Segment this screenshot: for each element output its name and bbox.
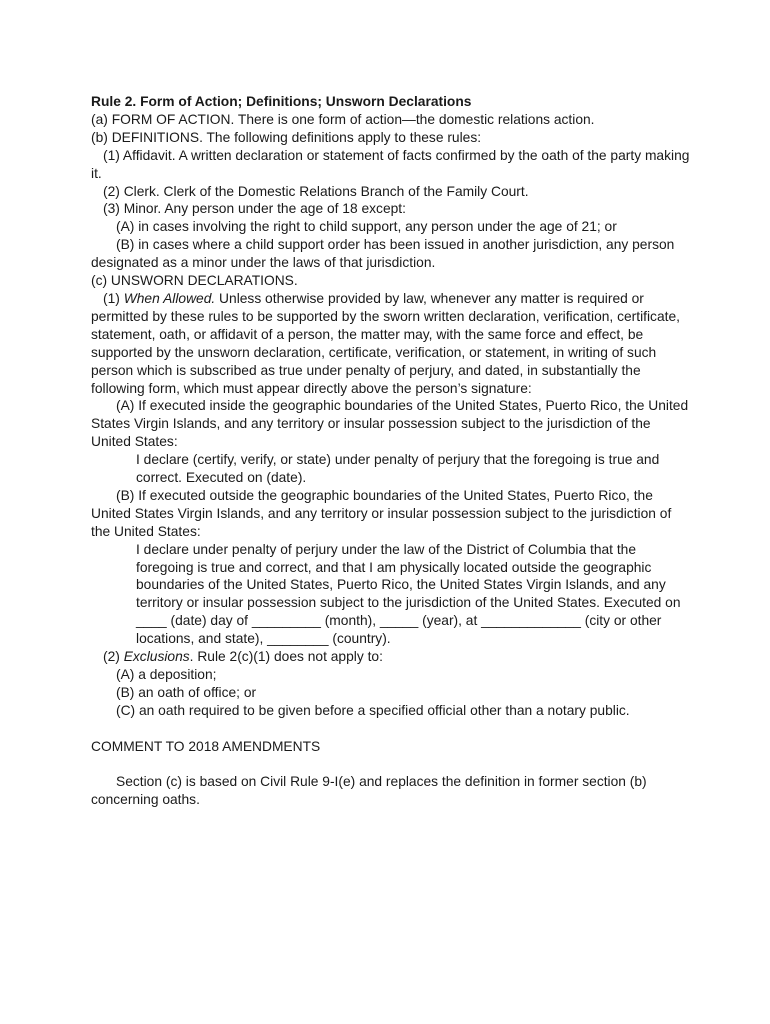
exclusions-number: (2)	[103, 649, 124, 665]
comment-text: Section (c) is based on Civil Rule 9-I(e) and replaces the definition in former section (b) concerning oaths.	[91, 774, 647, 808]
definition-minor: (3) Minor. Any person under the age of 18 except:	[103, 201, 406, 217]
inside-us-declaration: I declare (certify, verify, or state) under penalty of perjury that the foregoing is true and correct. Executed on (date).	[136, 452, 660, 486]
document-page	[91, 93, 691, 809]
exclusion-c: (C) an oath required to be given before a specified official other than a notary public.	[116, 702, 630, 718]
section-a-form-of-action: (a) FORM OF ACTION. There is one form of action—the domestic relations action.	[91, 111, 595, 127]
unsworn-exclusions	[91, 648, 691, 666]
minor-exception-b: (B) in cases where a child support order has been issued in another jurisdiction, any person designated as a minor under the laws of that jurisdiction.	[91, 237, 675, 271]
section-c-unsworn-declarations: (c) UNSWORN DECLARATIONS.	[91, 273, 298, 289]
outside-us-condition: (B) If executed outside the geographic boundaries of the United States, Puerto Rico, the United States Virgin Islands, and any territory or insular possession subject to the jurisdiction of the United States:	[91, 487, 672, 539]
exclusion-a: (A) a deposition;	[116, 667, 217, 682]
when-allowed-text: Unless otherwise provided by law, whenever any matter is required or permitted by these rules to be supported by the sworn written declaration, verification, certificate, statement, oath, or affidavit of a person, the matter may, with the same force and effect, be supported by the unsworn declaration, certificate, verification, or statement, in writing of such person which is subscribed as true under penalty of perjury, and dated, in substantially the following form, which must appear directly above the person’s signature:	[91, 290, 680, 396]
section-b-definitions: (b) DEFINITIONS. The following definitions apply to these rules:	[91, 129, 482, 145]
exclusion-b: (B) an oath of office; or	[116, 684, 257, 700]
inside-us-condition: (A) If executed inside the geographic boundaries of the United States, Puerto Rico, the United States Virgin Islands, and any territory or insular possession subject to the jurisdiction of the United States:	[91, 398, 689, 450]
spacer	[91, 720, 691, 738]
exclusions-label: Exclusions	[123, 649, 190, 665]
definition-clerk: (2) Clerk. Clerk of the Domestic Relations Branch of the Family Court.	[103, 183, 529, 199]
minor-exception-a: (A) in cases involving the right to child support, any person under the age of 21; or	[116, 219, 617, 235]
unsworn-when-allowed	[91, 290, 691, 397]
spacer	[91, 756, 691, 774]
comment-heading: COMMENT TO 2018 AMENDMENTS	[91, 738, 321, 754]
outside-us-declaration: I declare under penalty of perjury under the law of the District of Columbia that the foregoing is true and correct, and that I am physically located outside the geographic boundaries of the United States, Puerto Rico, the United States Virgin Islands, and any territory or insular possession subject to the jurisdiction of the United States. Executed on ____ (date) day of _________ (month), _____ (year), at _____________ (city or other locations, and state), ________ (country).	[136, 541, 681, 647]
exclusions-text: . Rule 2(c)(1) does not apply to:	[189, 649, 383, 665]
when-allowed-label: When Allowed.	[123, 290, 216, 306]
when-allowed-number: (1)	[103, 290, 124, 306]
rule-title: Rule 2. Form of Action; Definitions; Unsworn Declarations	[91, 94, 472, 109]
definition-affidavit: (1) Affidavit. A written declaration or statement of facts confirmed by the oath of the party making it.	[91, 147, 690, 181]
